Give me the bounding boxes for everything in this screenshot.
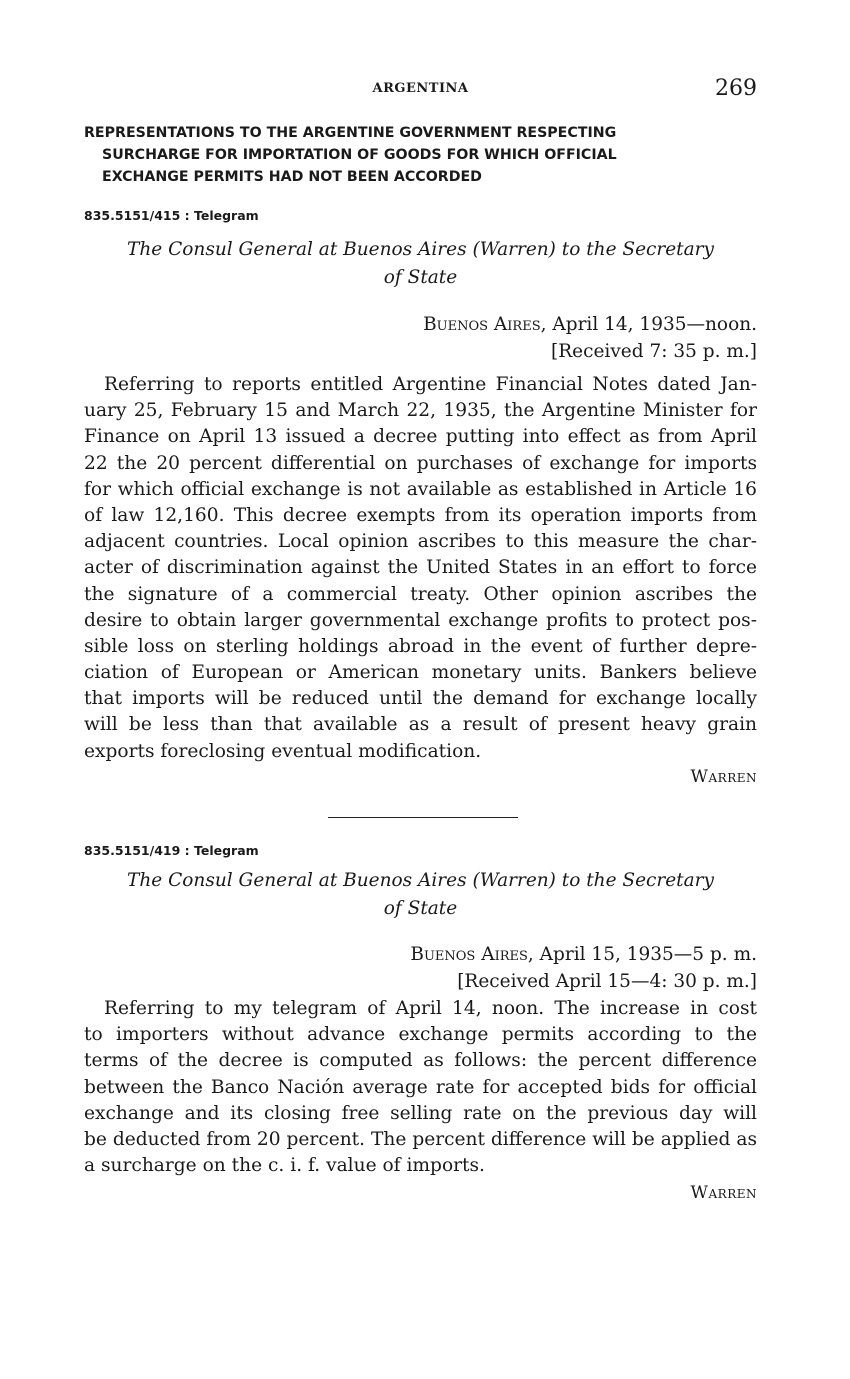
telegram-1-received: [Received 7: 35 p. m.] [551, 341, 757, 362]
telegram-1-signature: Warren [690, 767, 757, 787]
body-line: that imports will be reduced until the demand for exchange locally [84, 688, 757, 710]
telegram-1-place: Buenos Aires [423, 314, 541, 335]
body-line: adjacent countries. Local opinion ascribes to this measure the char- [84, 531, 757, 553]
body-line: will be less than that available as a result of present heavy grain [84, 714, 757, 736]
body-line: ciation of European or American monetary units. Bankers believe [84, 662, 757, 684]
telegram-1-date: , April 14, 1935—noon. [540, 314, 757, 335]
body-line: exports foreclosing eventual modification. [84, 740, 482, 762]
page-number: 269 [715, 76, 757, 101]
telegram-1-heading [84, 236, 757, 292]
telegram-2-heading-line-2: of State [383, 898, 458, 919]
body-line: to importers without advance exchange permits according to the [84, 1024, 757, 1046]
telegram-2-heading [84, 867, 757, 923]
telegram-2-signature: Warren [690, 1183, 757, 1203]
telegram-2-dateline [410, 941, 757, 995]
body-line: the signature of a commercial treaty. Other opinion ascribes the [84, 583, 757, 605]
file-reference-2: 835.5151/419 : Telegram [84, 843, 259, 858]
body-line: exchange and its closing free selling rate on the previous day will [84, 1102, 757, 1124]
body-line: terms of the decree is computed as follows: the percent difference [84, 1050, 757, 1072]
telegram-1-heading-line-2: of State [383, 267, 458, 288]
body-line: Finance on April 13 issued a decree putting into effect as from April [84, 426, 757, 448]
telegram-2-received: [Received April 15—4: 30 p. m.] [457, 971, 757, 992]
running-head [84, 76, 757, 104]
telegram-2-heading-line-1: The Consul General at Buenos Aires (Warren) to the Secretary [127, 870, 714, 891]
telegram-2-body [84, 996, 757, 1179]
body-line: uary 25, February 15 and March 22, 1935, the Argentine Minister for [84, 400, 757, 422]
file-reference-1: 835.5151/415 : Telegram [84, 208, 259, 223]
telegram-1-heading-line-1: The Consul General at Buenos Aires (Warren) to the Secretary [127, 239, 714, 260]
section-title-line-1: REPRESENTATIONS TO THE ARGENTINE GOVERNMENT RESPECTING [84, 125, 617, 141]
body-line: sible loss on sterling holdings abroad in the event of further depre- [84, 635, 757, 657]
telegram-2-date: , April 15, 1935—5 p. m. [527, 944, 757, 965]
body-line: acter of discrimination against the United States in an effort to force [84, 557, 757, 579]
body-line: Referring to my telegram of April 14, noon. The increase in cost [104, 998, 757, 1019]
telegram-1-dateline [423, 311, 757, 365]
body-line: between the Banco Nación average rate for accepted bids for official [84, 1076, 757, 1098]
body-line: a surcharge on the c. i. f. value of imports. [84, 1155, 485, 1177]
body-line: Referring to reports entitled Argentine Financial Notes dated Jan- [104, 374, 757, 395]
section-divider [328, 817, 518, 818]
body-line: of law 12,160. This decree exempts from its operation imports from [84, 504, 757, 526]
telegram-1-body [84, 372, 757, 765]
body-line: for which official exchange is not available as established in Article 16 [84, 478, 757, 500]
body-line: 22 the 20 percent differential on purchases of exchange for imports [84, 452, 757, 474]
section-title-line-2: SURCHARGE FOR IMPORTATION OF GOODS FOR WHICH OFFICIAL [102, 147, 617, 163]
section-title [84, 122, 757, 188]
section-title-line-3: EXCHANGE PERMITS HAD NOT BEEN ACCORDED [102, 169, 482, 185]
body-line: be deducted from 20 percent. The percent difference will be applied as [84, 1128, 757, 1150]
running-title: ARGENTINA [372, 81, 469, 96]
body-line: desire to obtain larger governmental exchange profits to protect pos- [84, 609, 757, 631]
telegram-2-place: Buenos Aires [410, 944, 528, 965]
